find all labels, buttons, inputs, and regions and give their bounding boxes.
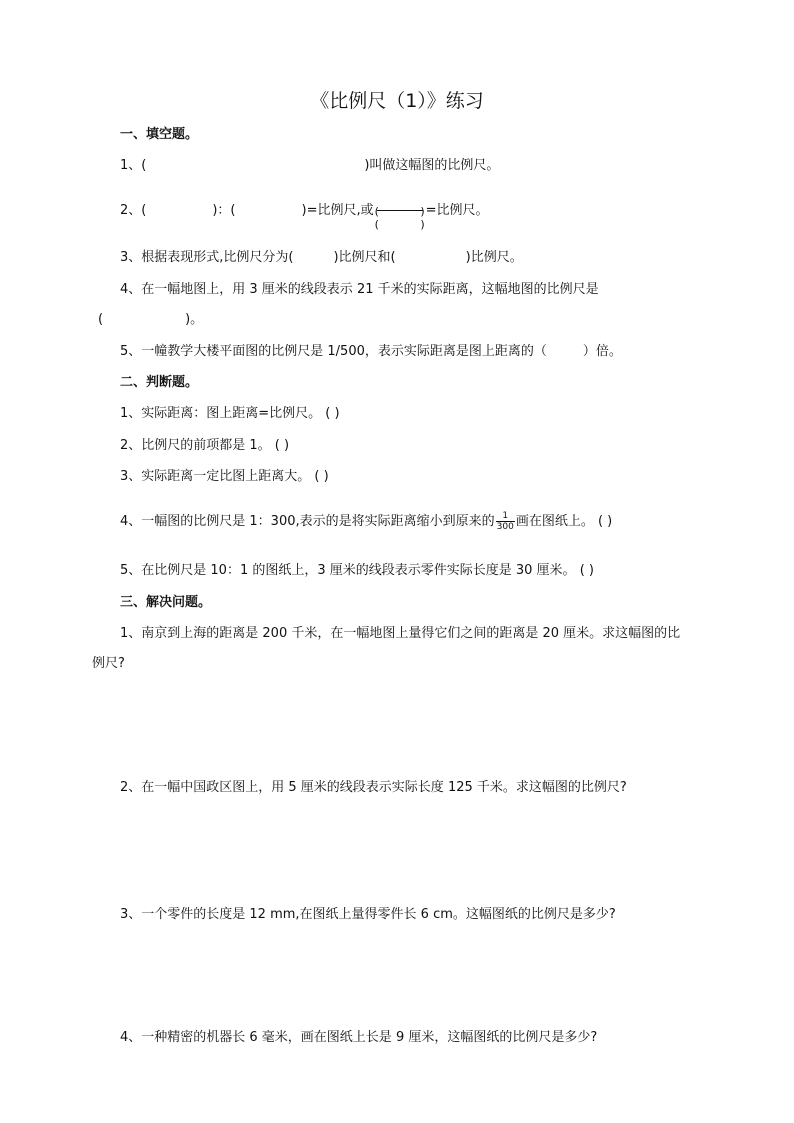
fraction-numerator: 1 <box>496 511 515 522</box>
question-text: ( <box>98 312 104 327</box>
question-text: =比例尺。 <box>425 203 489 218</box>
question-text: 2、( <box>120 203 147 218</box>
problem-2: 2、在一幅中国政区图上，用 5 厘米的线段表示实际长度 125 千米。求这幅图的比例尺? <box>120 780 627 795</box>
fill-question-5 <box>120 343 622 361</box>
section-heading-fill-blank: 一、填空题。 <box>120 127 199 142</box>
section-heading-problems: 三、解决问题。 <box>120 595 212 610</box>
fraction-bar <box>377 210 423 211</box>
question-text: ）倍。 <box>582 344 622 359</box>
question-text: 5、一幢教学大楼平面图的比例尺是 1/500，表示实际距离是图上距离的（ <box>120 344 547 359</box>
problem-1-line1: 1、南京到上海的距离是 200 千米，在一幅地图上量得它们之间的距离是 20 厘米。求这幅图的比 <box>120 626 681 641</box>
page-title: 《比例尺（1）》练习 <box>310 90 484 112</box>
question-text: )叫做这幅图的比例尺。 <box>364 158 500 173</box>
question-text: 3、根据表现形式,比例尺分为( <box>120 250 294 265</box>
problem-4: 4、一种精密的机器长 6 毫米，画在图纸上长是 9 厘米，这幅图纸的比例尺是多少? <box>120 1030 598 1045</box>
fraction-denominator: 300 <box>496 522 514 532</box>
question-text: )比例尺。 <box>465 250 523 265</box>
fraction-paren: ) <box>420 204 425 218</box>
question-text: 1、( <box>120 158 147 173</box>
fraction <box>496 511 515 532</box>
tf-question-3: 3、实际距离一定比图上距离大。 ( ) <box>120 469 329 484</box>
question-text: 4、一幅图的比例尺是 1：300,表示的是将实际距离缩小到原来的 <box>120 514 495 529</box>
blank-fraction <box>374 198 425 231</box>
question-text: )比例尺和( <box>333 250 396 265</box>
question-text: )=比例尺,或 <box>301 203 374 218</box>
problem-1-line2: 例尺? <box>92 656 125 671</box>
fill-question-4-line2 <box>98 311 203 329</box>
question-text: )：( <box>212 203 236 218</box>
problem-3: 3、一个零件的长度是 12 mm,在图纸上量得零件长 6 cm。这幅图纸的比例尺是多少? <box>120 907 616 922</box>
section-heading-true-false: 二、判断题。 <box>120 375 199 390</box>
fill-question-4-line1: 4、在一幅地图上，用 3 厘米的线段表示 21 千米的实际距离，这幅地图的比例尺是 <box>120 282 599 297</box>
fill-question-3 <box>120 249 523 267</box>
fill-question-1 <box>120 157 499 175</box>
fill-question-2 <box>120 197 489 231</box>
tf-question-5: 5、在比例尺是 10：1 的图纸上，3 厘米的线段表示零件实际长度是 30 厘米。 ( ) <box>120 563 594 578</box>
tf-question-2: 2、比例尺的前项都是 1。 ( ) <box>120 438 290 453</box>
tf-question-4 <box>120 510 612 534</box>
fraction-paren: ( <box>374 204 379 218</box>
fraction-paren: ) <box>420 217 425 231</box>
fraction-paren: ( <box>374 217 379 231</box>
question-text: )。 <box>185 312 204 327</box>
tf-question-1: 1、实际距离：图上距离=比例尺。 ( ) <box>120 406 340 421</box>
question-text: 画在图纸上。 ( ) <box>515 514 613 529</box>
